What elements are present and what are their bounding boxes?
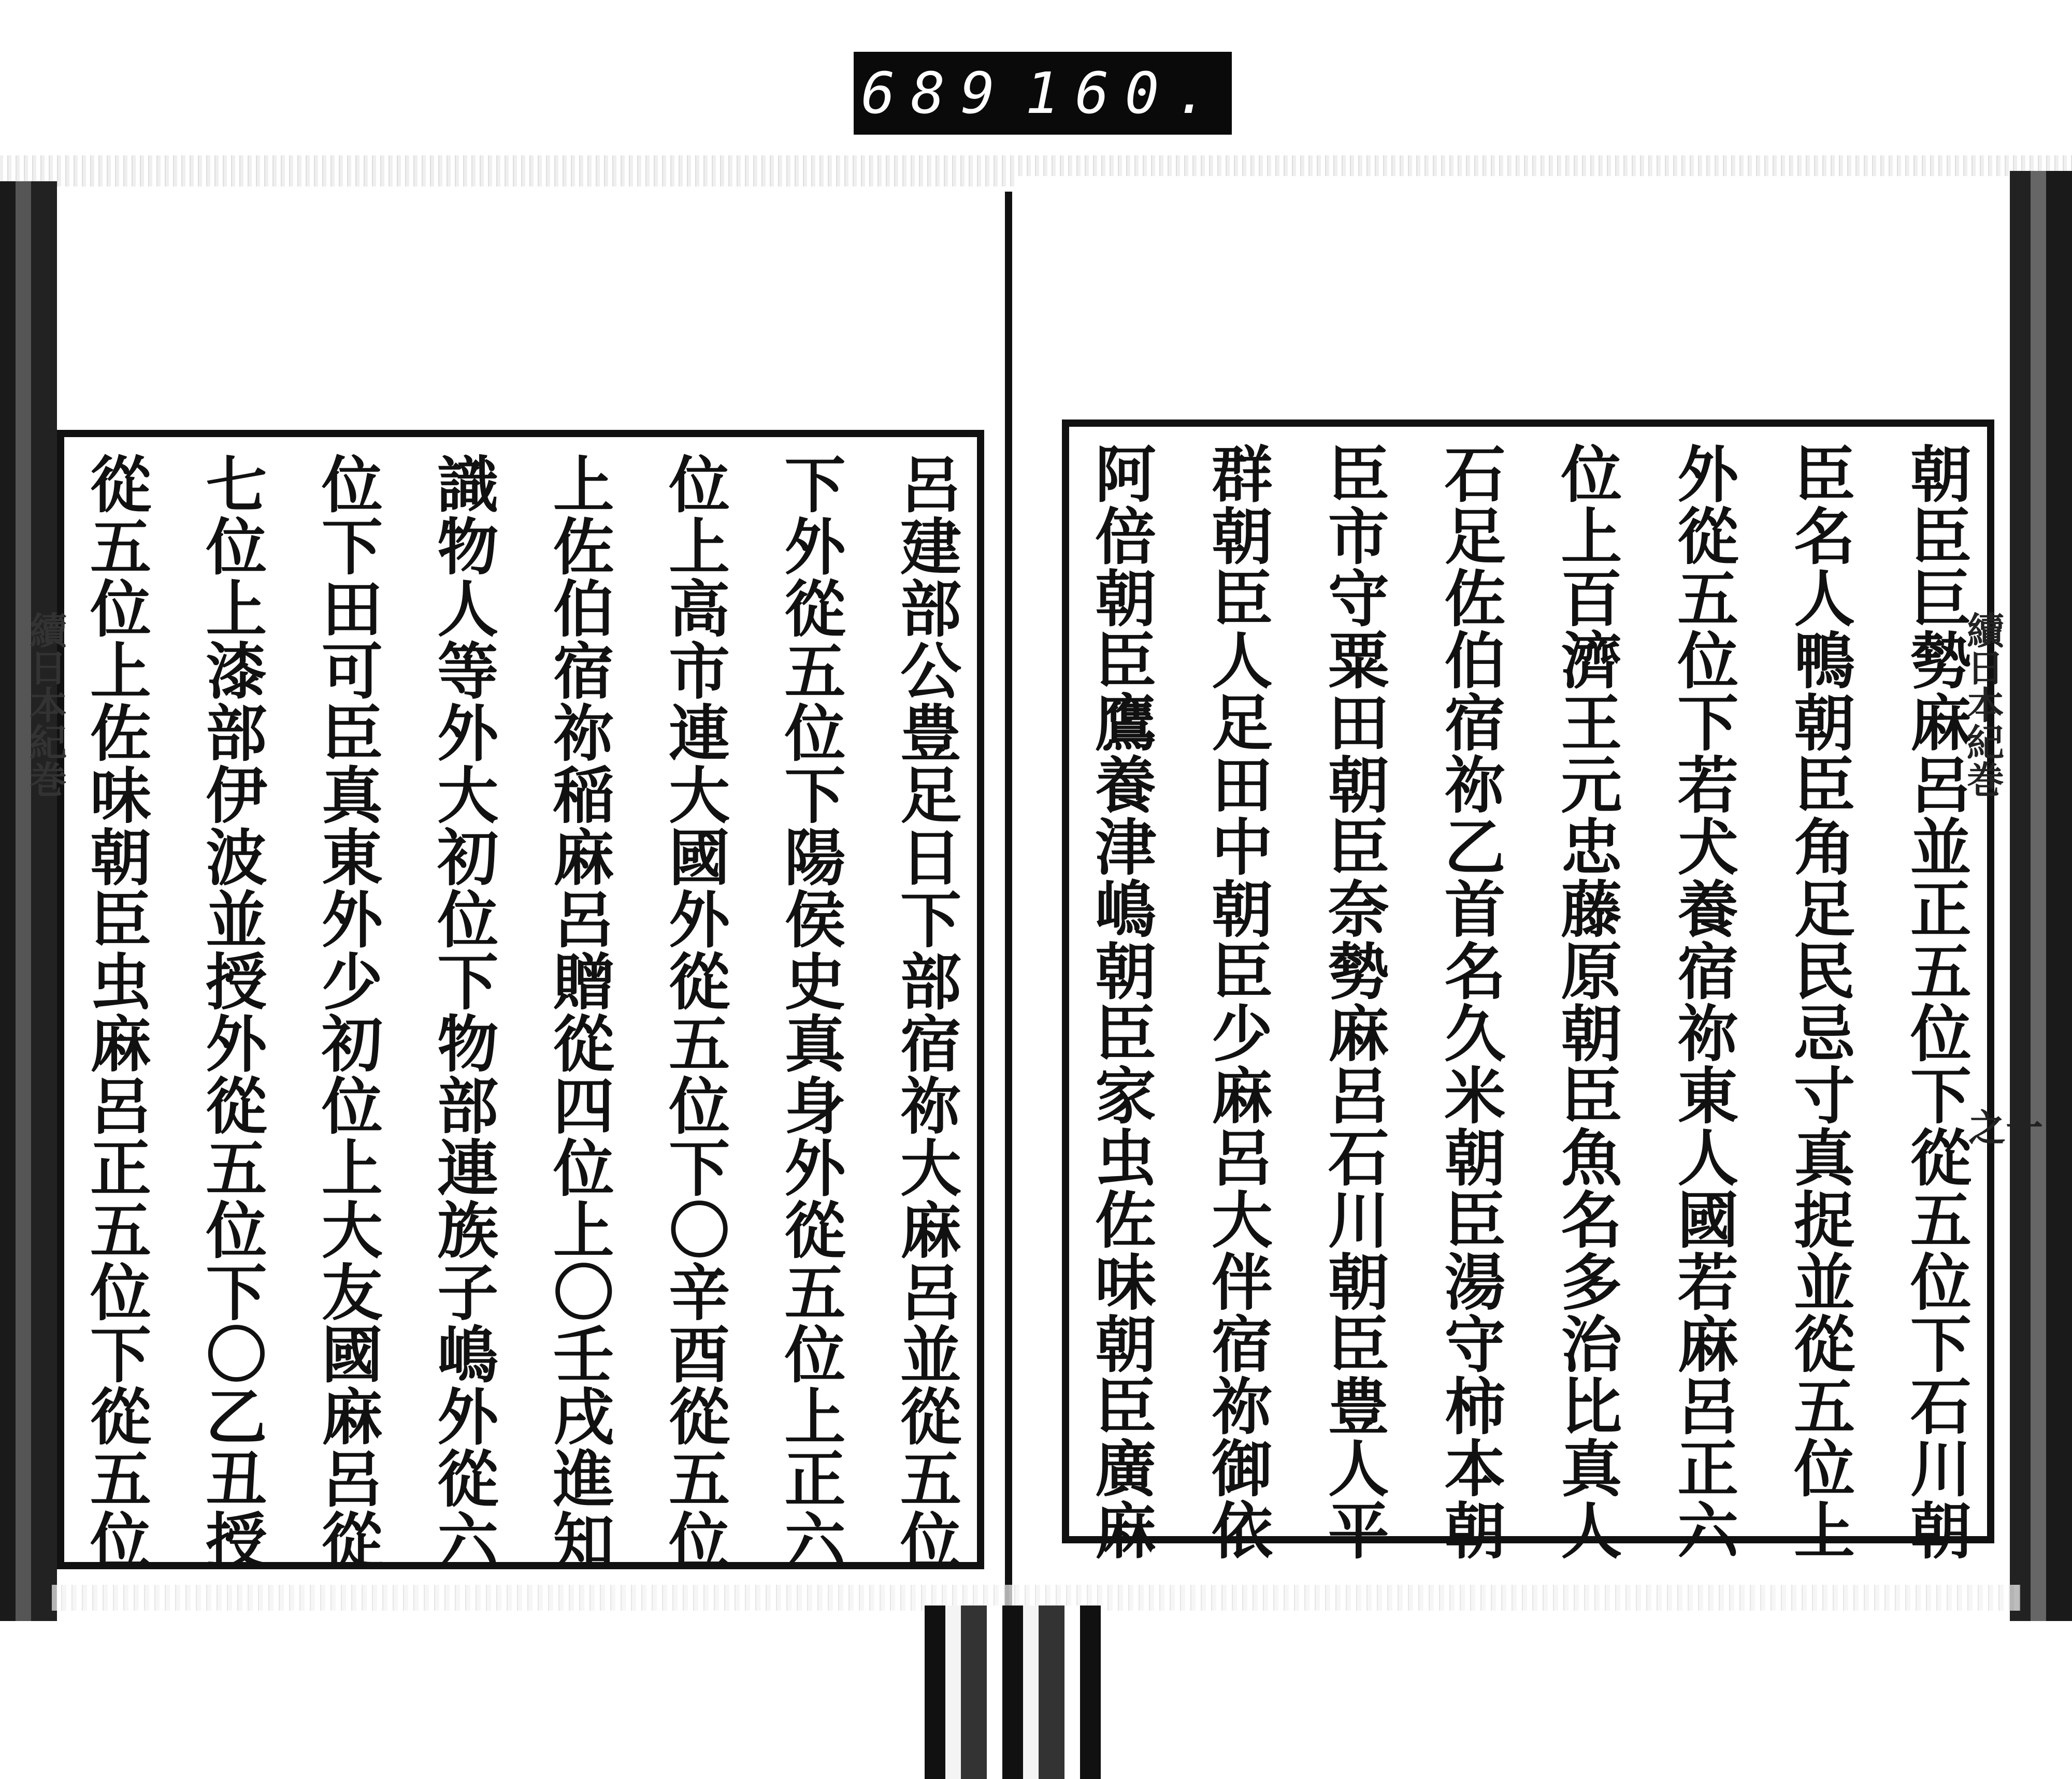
text-column: 位上高市連大國外從五位下〇辛酉從五位: [658, 453, 731, 1571]
text-column: 上佐伯宿祢稲麻呂贈從四位上〇壬戌進知: [542, 453, 615, 1571]
microfilm-frame-label: [854, 52, 1232, 135]
text-column: 朝臣巨勢麻呂並正五位下從五位下石川朝: [1900, 442, 1972, 1561]
right-text-columns: [1085, 442, 1972, 1561]
left-margin-title: 續日本紀巻: [23, 611, 67, 798]
text-column: 位下田可臣真東外少初位上大友國麻呂從: [311, 453, 383, 1571]
text-column: 石足佐伯宿祢乙首名久米朝臣湯守柿本朝: [1434, 442, 1506, 1561]
text-column: 阿倍朝臣鷹養津嶋朝臣家虫佐味朝臣廣麻: [1085, 442, 1157, 1561]
text-column: 從五位上佐味朝臣虫麻呂正五位下從五位: [80, 453, 152, 1571]
text-column: 位上百濟王元忠藤原朝臣魚名多治比真人: [1550, 442, 1623, 1561]
text-column: 下外從五位下陽侯史真身外從五位上正六: [774, 453, 846, 1571]
right-binding-edge: [2010, 171, 2072, 1621]
text-column: 外從五位下若犬養宿祢東人國若麻呂正六: [1667, 442, 1739, 1561]
left-binding-edge: [0, 181, 57, 1621]
right-text-panel: [1062, 420, 1994, 1561]
spine-bottom-stub: [925, 1606, 1101, 1779]
text-column: 群朝臣人足田中朝臣少麻呂大伴宿祢御依: [1201, 442, 1273, 1561]
frame-number: 160.: [1025, 60, 1225, 126]
left-text-columns: [80, 453, 962, 1571]
text-column: 呂建部公豊足日下部宿祢大麻呂並從五位: [889, 453, 962, 1571]
text-column: 七位上漆部伊波並授外從五位下〇乙丑授: [195, 453, 268, 1571]
right-margin-mark: 之一: [1968, 1106, 2044, 1150]
text-column: 臣市守粟田朝臣奈勢麻呂石川朝臣豊人平: [1317, 442, 1390, 1561]
left-text-panel: [57, 430, 984, 1569]
text-column: 識物人等外大初位下物部連族子嶋外從六: [427, 453, 499, 1571]
reel-number: 689: [861, 60, 1011, 126]
text-column: 臣名人鴨朝臣角足民忌寸真捉並從五位上: [1783, 442, 1856, 1561]
right-margin-title: 續日本紀巻: [1961, 611, 2005, 798]
book-spine-gutter: [1005, 192, 1069, 1611]
